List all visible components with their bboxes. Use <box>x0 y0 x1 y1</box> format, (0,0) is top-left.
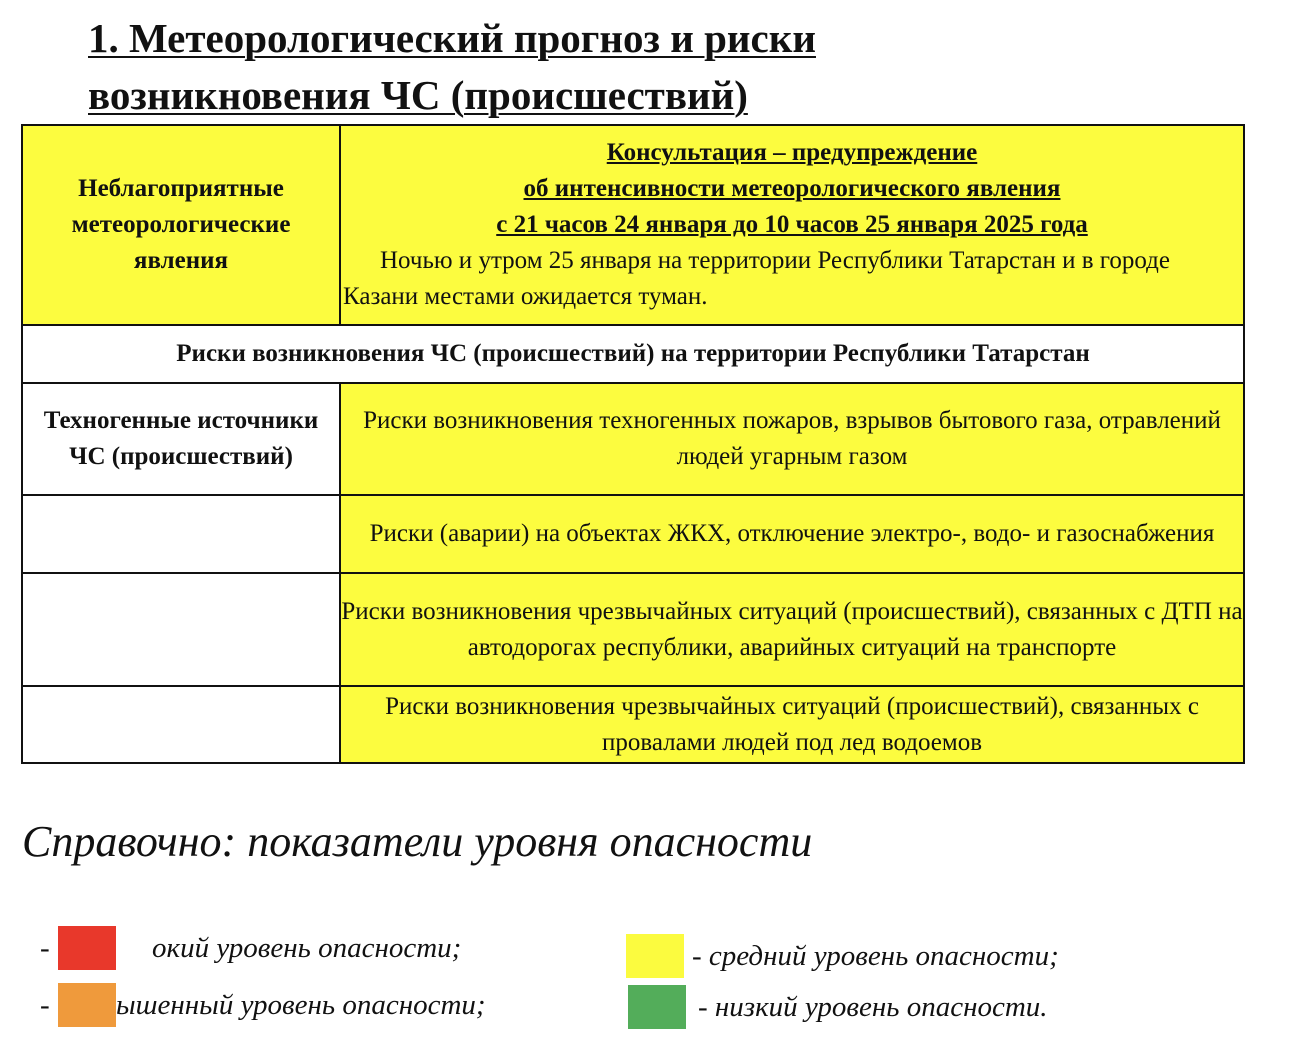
legend-elevated <box>40 983 580 1027</box>
legend-high <box>40 926 560 970</box>
legend-medium-swatch <box>626 934 684 978</box>
table-row <box>22 125 1244 325</box>
technogenic-sources-label: Техногенные источники ЧС (происшествий) <box>22 383 340 495</box>
risk-item-fires-gas: Риски возникновения техногенных пожаров, взрывов бытового газа, отравлений людей угарным газом <box>340 383 1244 495</box>
legend-high-swatch <box>58 926 116 970</box>
reference-title: Справочно: показатели уровня опасности <box>22 817 813 866</box>
legend-dash: - <box>40 989 50 1021</box>
consultation-heading-line-1: Консультация – предупреждение <box>606 139 978 166</box>
page-title <box>88 10 1238 124</box>
consultation-heading-line-2: об интенсивности метеорологического явления <box>523 175 1061 202</box>
empty-cell <box>22 573 340 686</box>
legend-high-text: окий уровень опасности; <box>152 932 462 964</box>
risk-item-road-traffic: Риски возникновения чрезвычайных ситуаций (происшествий), связанных с ДТП на автодорогах республики, аварийных ситуаций на транспорте <box>340 573 1244 686</box>
table-row <box>22 495 1244 573</box>
page-title-line-1: 1. Метеорологический прогноз и риски <box>88 15 816 61</box>
forecast-risk-table <box>21 124 1245 764</box>
legend-low <box>628 985 1148 1029</box>
legend-elevated-swatch <box>58 983 116 1027</box>
page-title-line-2: возникновения ЧС (происшествий) <box>88 72 748 118</box>
legend-low-text: - низкий уровень опасности. <box>698 991 1048 1023</box>
legend-dash: - <box>40 932 50 964</box>
risk-item-ice: Риски возникновения чрезвычайных ситуаций (происшествий), связанных с провалами людей под лед водоемов <box>340 686 1244 763</box>
table-row <box>22 383 1244 495</box>
risk-item-utilities: Риски (аварии) на объектах ЖКХ, отключение электро-, водо- и газоснабжения <box>340 495 1244 573</box>
legend-low-swatch <box>628 985 686 1029</box>
legend-medium-text: - средний уровень опасности; <box>692 940 1059 972</box>
empty-cell <box>22 495 340 573</box>
empty-cell <box>22 686 340 763</box>
legend-elevated-text: ышенный уровень опасности; <box>116 989 486 1021</box>
legend-medium <box>626 934 1146 978</box>
consultation-text: Ночью и утром 25 января на территории Республики Татарстан и в городе Казани местами ожидается туман. <box>343 247 1170 310</box>
consultation-heading-line-3: с 21 часов 24 января до 10 часов 25 января 2025 года <box>496 211 1088 238</box>
weather-phenomena-label: Неблагоприятные метеорологические явления <box>22 125 340 325</box>
table-row <box>22 573 1244 686</box>
table-row <box>22 686 1244 763</box>
consultation-heading <box>341 135 1243 243</box>
consultation-warning-cell <box>340 125 1244 325</box>
risks-section-header: Риски возникновения ЧС (происшествий) на территории Республики Татарстан <box>22 325 1244 383</box>
table-row <box>22 325 1244 383</box>
